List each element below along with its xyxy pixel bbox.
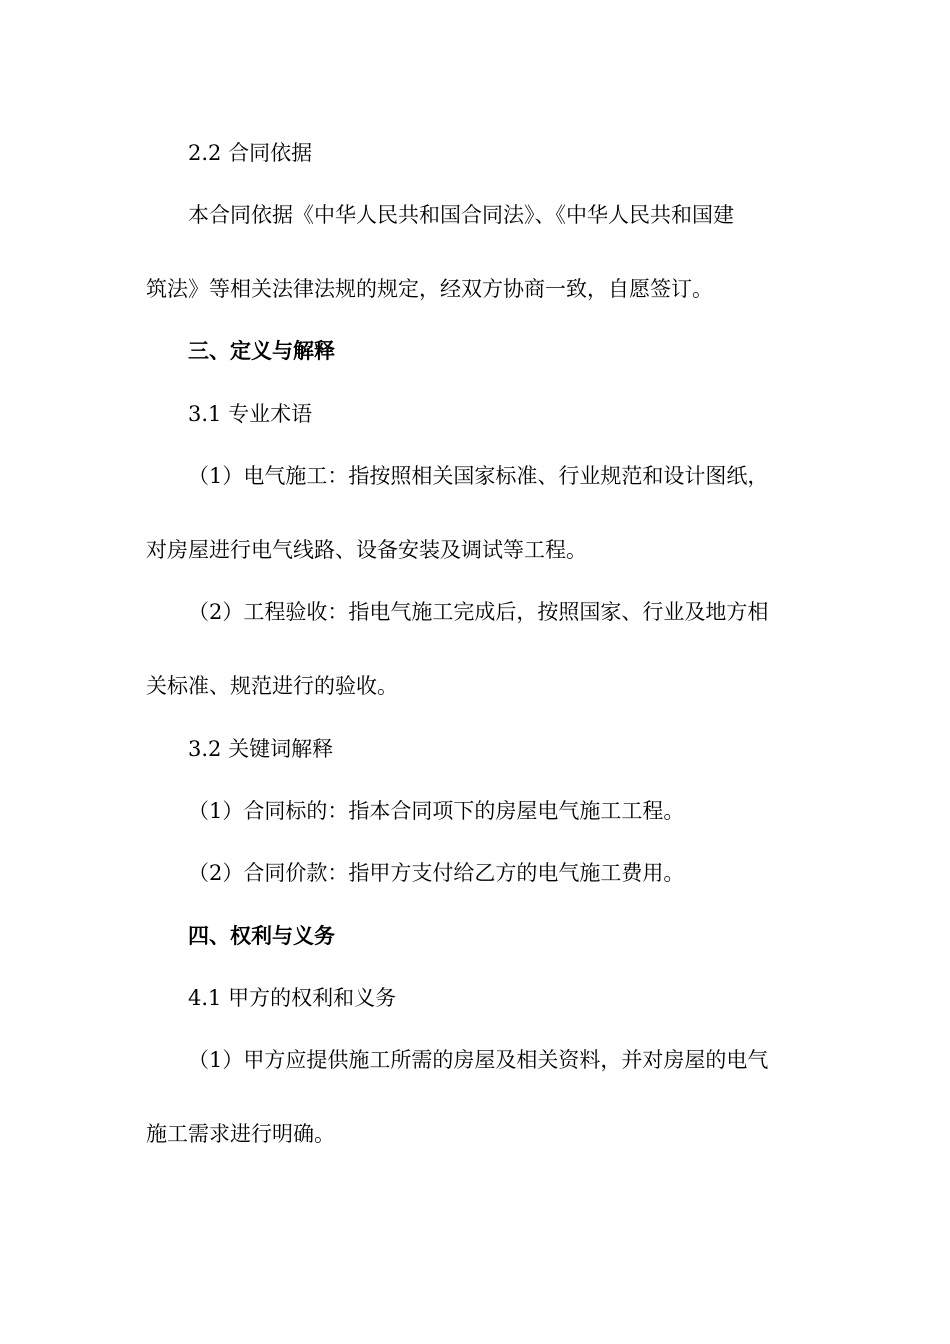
section-2-2-title: 2.2 合同依据 bbox=[188, 141, 313, 165]
keyword-1: （1）合同标的：指本合同项下的房屋电气施工工程。 bbox=[188, 799, 685, 823]
definition-2-line-2: 关标准、规范进行的验收。 bbox=[146, 674, 398, 698]
paragraph-basis-line-2: 筑法》等相关法律法规的规定，经双方协商一致，自愿签订。 bbox=[146, 277, 713, 301]
section-3-2-title: 3.2 关键词解释 bbox=[188, 737, 334, 761]
chapter-3-heading: 三、定义与解释 bbox=[188, 339, 335, 363]
section-3-1-title: 3.1 专业术语 bbox=[188, 402, 313, 426]
obligation-1-line-2: 施工需求进行明确。 bbox=[146, 1122, 335, 1146]
definition-1-line-1: （1）电气施工：指按照相关国家标准、行业规范和设计图纸， bbox=[188, 464, 769, 488]
paragraph-basis-line-1: 本合同依据《中华人民共和国合同法》、《中华人民共和国建 bbox=[188, 203, 734, 227]
section-4-1-title: 4.1 甲方的权利和义务 bbox=[188, 986, 397, 1010]
keyword-2: （2）合同价款：指甲方支付给乙方的电气施工费用。 bbox=[188, 861, 685, 885]
definition-2-line-1: （2）工程验收：指电气施工完成后，按照国家、行业及地方相 bbox=[188, 600, 769, 624]
chapter-4-heading: 四、权利与义务 bbox=[188, 924, 335, 948]
definition-1-line-2: 对房屋进行电气线路、设备安装及调试等工程。 bbox=[146, 538, 587, 562]
obligation-1-line-1: （1）甲方应提供施工所需的房屋及相关资料，并对房屋的电气 bbox=[188, 1048, 769, 1072]
